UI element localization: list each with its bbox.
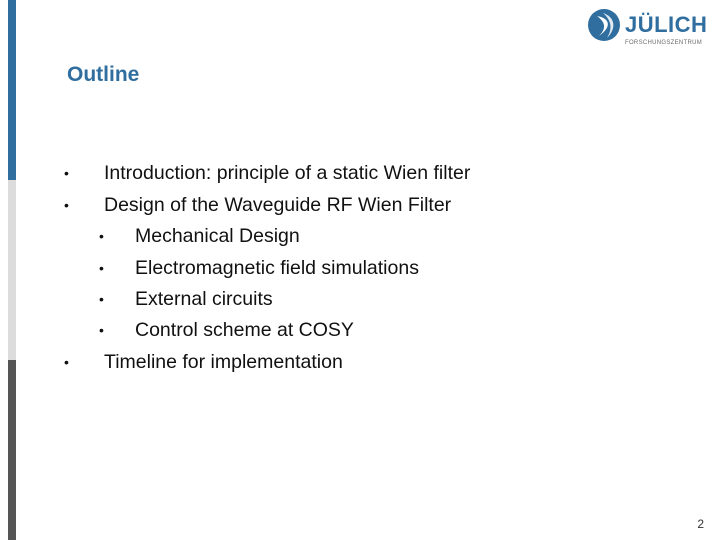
- bullet-marker: •: [99, 322, 104, 338]
- page-number: 2: [697, 517, 704, 531]
- bullet-marker: •: [64, 354, 69, 370]
- logo-wordmark: JÜLICH: [625, 12, 708, 37]
- list-item-text: Mechanical Design: [135, 225, 300, 247]
- list-item-text: Design of the Waveguide RF Wien Filter: [104, 194, 452, 216]
- list-item-text: Timeline for implementation: [104, 351, 343, 373]
- logo-subtitle: FORSCHUNGSZENTRUM: [625, 40, 703, 46]
- slide-title: Outline: [67, 63, 140, 86]
- list-item-text: Introduction: principle of a static Wien filter: [104, 162, 471, 184]
- bullet-marker: •: [99, 260, 104, 276]
- list-item-text: External circuits: [135, 288, 273, 310]
- bullet-marker: •: [64, 165, 69, 181]
- list-item-text: Control scheme at COSY: [135, 319, 354, 341]
- bullet-marker: •: [99, 228, 104, 244]
- list-item-text: Electromagnetic field simulations: [135, 257, 419, 279]
- bullet-marker: •: [64, 197, 69, 213]
- bullet-marker: •: [99, 291, 104, 307]
